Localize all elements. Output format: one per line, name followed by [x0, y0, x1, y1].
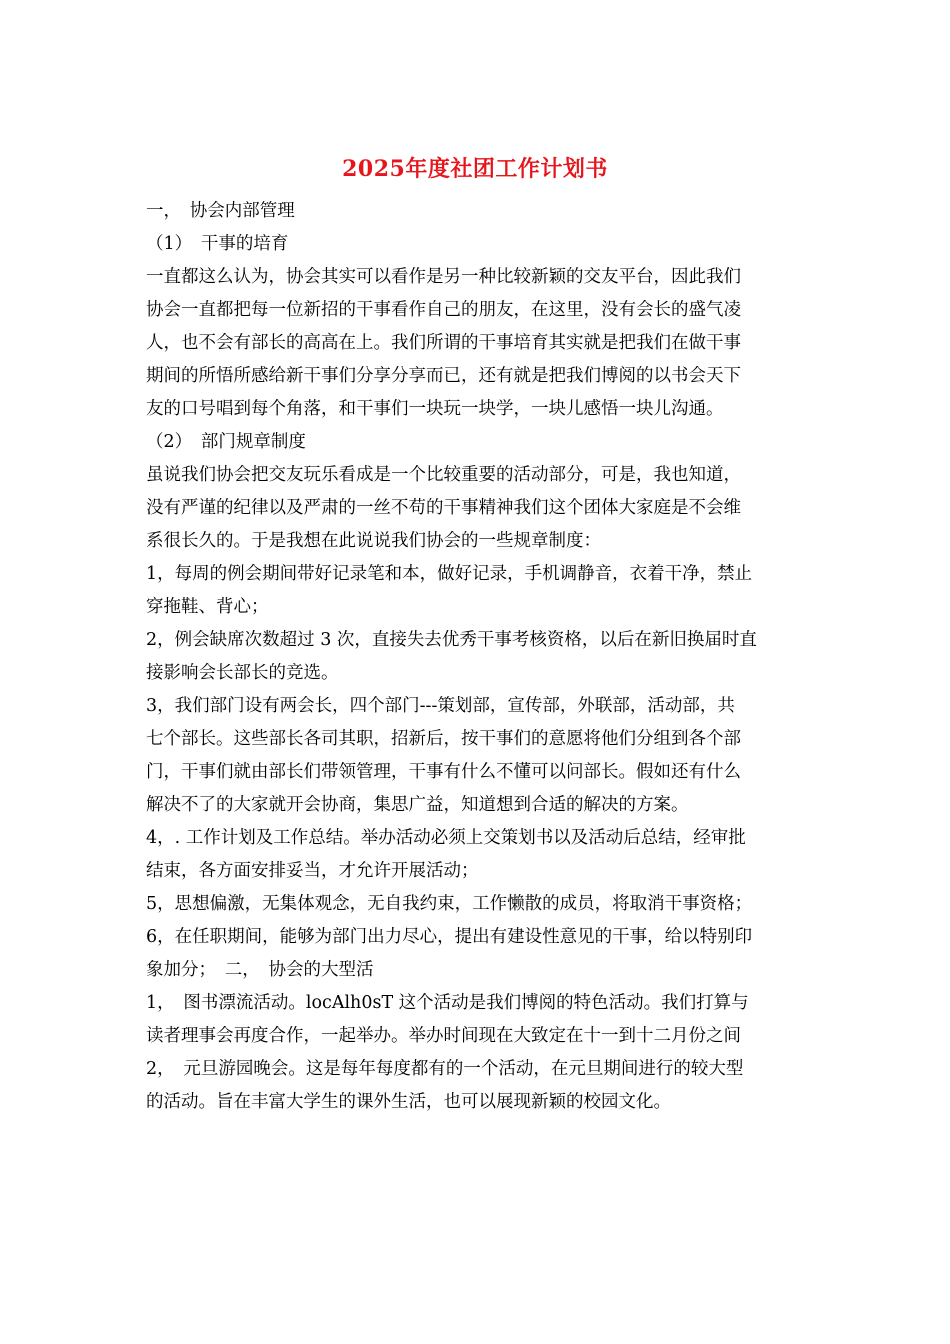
- activity-item-line: 2， 元旦游园晚会。这是每年每度都有的一个活动，在元旦期间进行的较大型: [146, 1059, 744, 1079]
- document-body: [146, 195, 814, 1119]
- document-title: 2025年度社团工作计划书: [342, 156, 608, 182]
- paragraph-line: 系很长久的。于是我想在此说说我们协会的一些规章制度：: [146, 531, 601, 551]
- paragraph-line: 虽说我们协会把交友玩乐看成是一个比较重要的活动部分，可是，我也知道，: [146, 465, 741, 485]
- rule-item-line: 6，在任职期间，能够为部门出力尽心，提出有建设性意见的干事，给以特别印: [146, 927, 753, 947]
- paragraph-line: 期间的所悟所感给新干事们分享分享而已，还有就是把我们博阅的以书会天下: [146, 366, 741, 386]
- subsection-heading: （2） 部门规章制度: [146, 432, 306, 452]
- rule-item-line: 七个部长。这些部长各司其职，招新后，按干事们的意愿将他们分组到各个部: [146, 729, 741, 749]
- activity-item-line: 1， 图书漂流活动。locAlh0sT 这个活动是我们博阅的特色活动。我们打算与: [146, 993, 749, 1013]
- rule-item-line: 象加分； 二， 协会的大型活: [146, 960, 374, 980]
- activity-item-line: 读者理事会再度合作，一起举办。举办时间现在大致定在十一到十二月份之间: [146, 1026, 741, 1046]
- rule-item-line: 门，干事们就由部长们带领管理，干事有什么不懂可以问部长。假如还有什么: [146, 762, 741, 782]
- paragraph-line: 一直都这么认为，协会其实可以看作是另一种比较新颖的交友平台，因此我们: [146, 267, 741, 287]
- activity-item-line: 的活动。旨在丰富大学生的课外生活，也可以展现新颖的校园文化。: [146, 1092, 671, 1112]
- rule-item-line: 5，思想偏激，无集体观念，无自我约束，工作懒散的成员，将取消干事资格；: [146, 894, 753, 914]
- rule-item-line: 3，我们部门设有两会长，四个部门---策划部，宣传部，外联部，活动部，共: [146, 696, 735, 716]
- rule-item-line: 接影响会长部长的竞选。: [146, 663, 339, 683]
- subsection-heading: （1） 干事的培育: [146, 234, 289, 254]
- section-heading: 一， 协会内部管理: [146, 201, 295, 221]
- rule-item-line: 穿拖鞋、背心；: [146, 597, 269, 617]
- paragraph-line: 人，也不会有部长的高高在上。我们所谓的干事培育其实就是把我们在做干事: [146, 333, 741, 353]
- rule-item-line: 1，每周的例会期间带好记录笔和本，做好记录，手机调静音，衣着干净，禁止: [146, 564, 753, 584]
- rule-item-line: 结束，各方面安排妥当，才允许开展活动；: [146, 861, 479, 881]
- rule-item-line: 解决不了的大家就开会协商，集思广益，知道想到合适的解决的方案。: [146, 795, 689, 815]
- paragraph-line: 友的口号唱到每个角落，和干事们一块玩一块学，一块儿感悟一块儿沟通。: [146, 399, 724, 419]
- paragraph-line: 协会一直都把每一位新招的干事看作自己的朋友，在这里，没有会长的盛气凌: [146, 300, 741, 320]
- rule-item-line: 2，例会缺席次数超过 3 次，直接失去优秀干事考核资格，以后在新旧换届时直: [146, 630, 757, 650]
- rule-item-line: 4，. 工作计划及工作总结。举办活动必须上交策划书以及活动后总结，经审批: [146, 828, 746, 848]
- paragraph-line: 没有严谨的纪律以及严肃的一丝不苟的干事精神我们这个团体大家庭是不会维: [146, 498, 741, 518]
